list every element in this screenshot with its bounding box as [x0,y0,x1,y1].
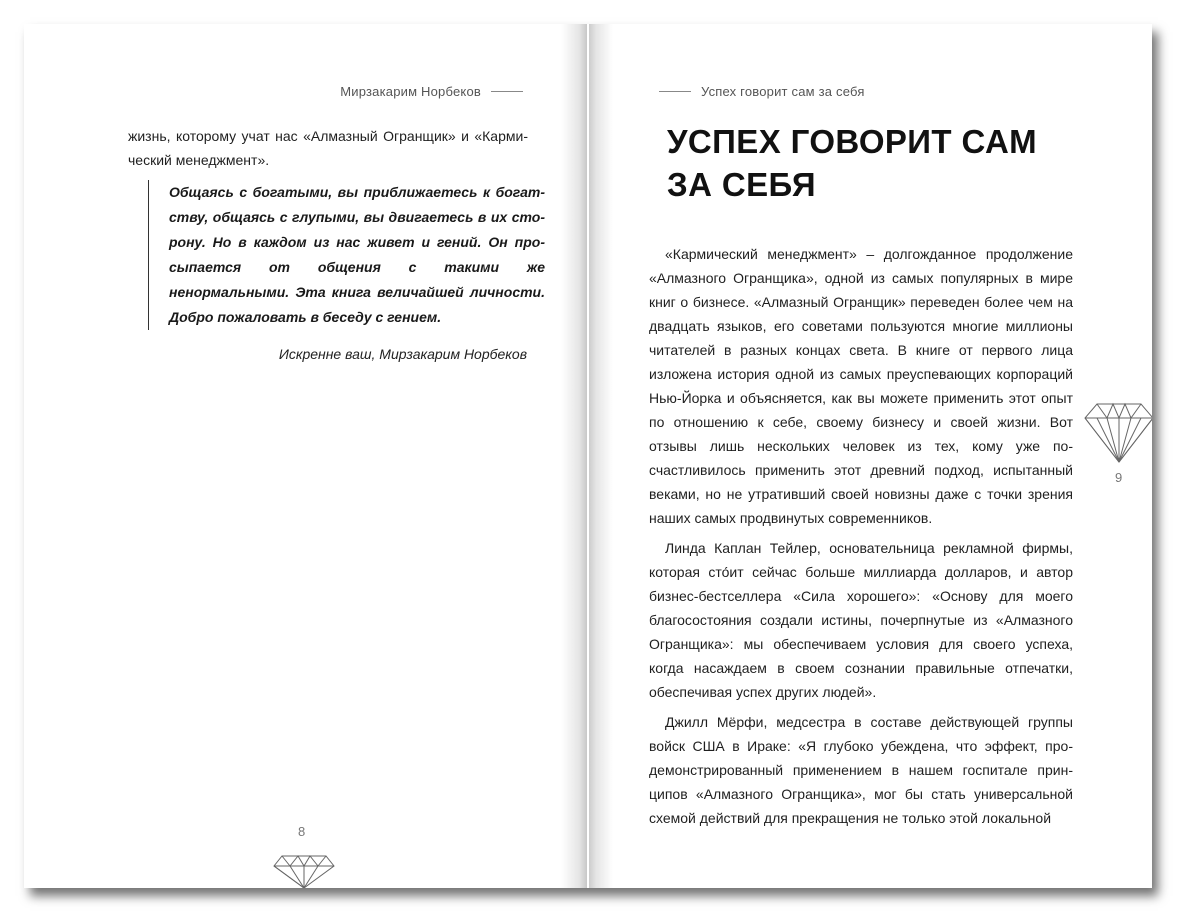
right-page [589,24,1152,888]
paragraph: Джилл Мёрфи, медсестра в составе действующей группы войск США в Ираке: «Я глубоко убеждена, что эффект, продемонстрированный применением в нашем госпитале принципов «Алмазного Огранщика», мог бы стать универсальной схемой действий для прекращения не только этой локальной [649,714,1073,826]
left-page [24,24,587,888]
page-number: 8 [298,824,306,839]
running-head [649,84,865,99]
epigraph-quote: Общаясь с богатыми, вы приближаетесь к богатству, общаясь с глупыми, вы двигаетесь в их сторону. Но в каждом из нас живет и гений. Он просыпается от общения с такими же ненормальными. Эта книга величайшей личности. Добро пожаловать в беседу с гением. [148,180,545,330]
running-head-rule [659,91,691,92]
diamond-icon [272,850,336,888]
page-number: 9 [1115,470,1123,485]
running-head [340,84,533,99]
gutter-shadow [589,24,613,888]
chapter-title: УСПЕХ ГОВОРИТ САМ ЗА СЕБЯ [667,123,1038,203]
paragraph: «Кармический менеджмент» – долгожданное продолжение «Алмазного Огранщика», одной из самых популярных в мире книг о бизнесе. «Алмазный Огранщик» переведен более чем на двадцать языков, его советами пользуются многие миллионы читателей в разных концах света. В книге от первого лица изложена история одной из самых преуспевающих корпораций Нью-Йорка и объясняется, как вы можете применить этот опыт по отношению к себе, своему бизнесу и своей жизни. Вот отзывы лишь нескольких человек из тех, кому уже посчастливилось применить этот древний подход, испытанный веками, но не утративший своей новизны даже с точки зрения наших самых продвинутых современников. [649,246,1073,526]
signature: Искренне ваш, Мирзакарим Норбеков [278,346,527,362]
running-head-text: Успех говорит сам за себя [701,84,865,99]
running-head-text: Мирзакарим Норбеков [340,84,481,99]
running-head-rule [491,91,523,92]
diamond-icon [1083,396,1152,464]
chapter-body [649,242,1073,830]
intro-text: жизнь, которому учат нас «Алмазный Огранщик» и «Кармический менеджмент». [128,128,528,168]
gutter-shadow [561,24,587,888]
book-spread [24,24,1152,888]
paragraph: Линда Каплан Тейлер, основательница рекламной фирмы, которая сто́ит сейчас больше миллиарда долларов, и автор бизнес-бестселлера «Сила хорошего»: «Основу для моего благосостояния создали истины, почерпнутые из «Алмазного Огранщика»: мы обеспечиваем условия для своего успеха, когда насаждаем в своем сознании правильные отпечатки, обеспечивая успех других людей». [649,540,1073,700]
